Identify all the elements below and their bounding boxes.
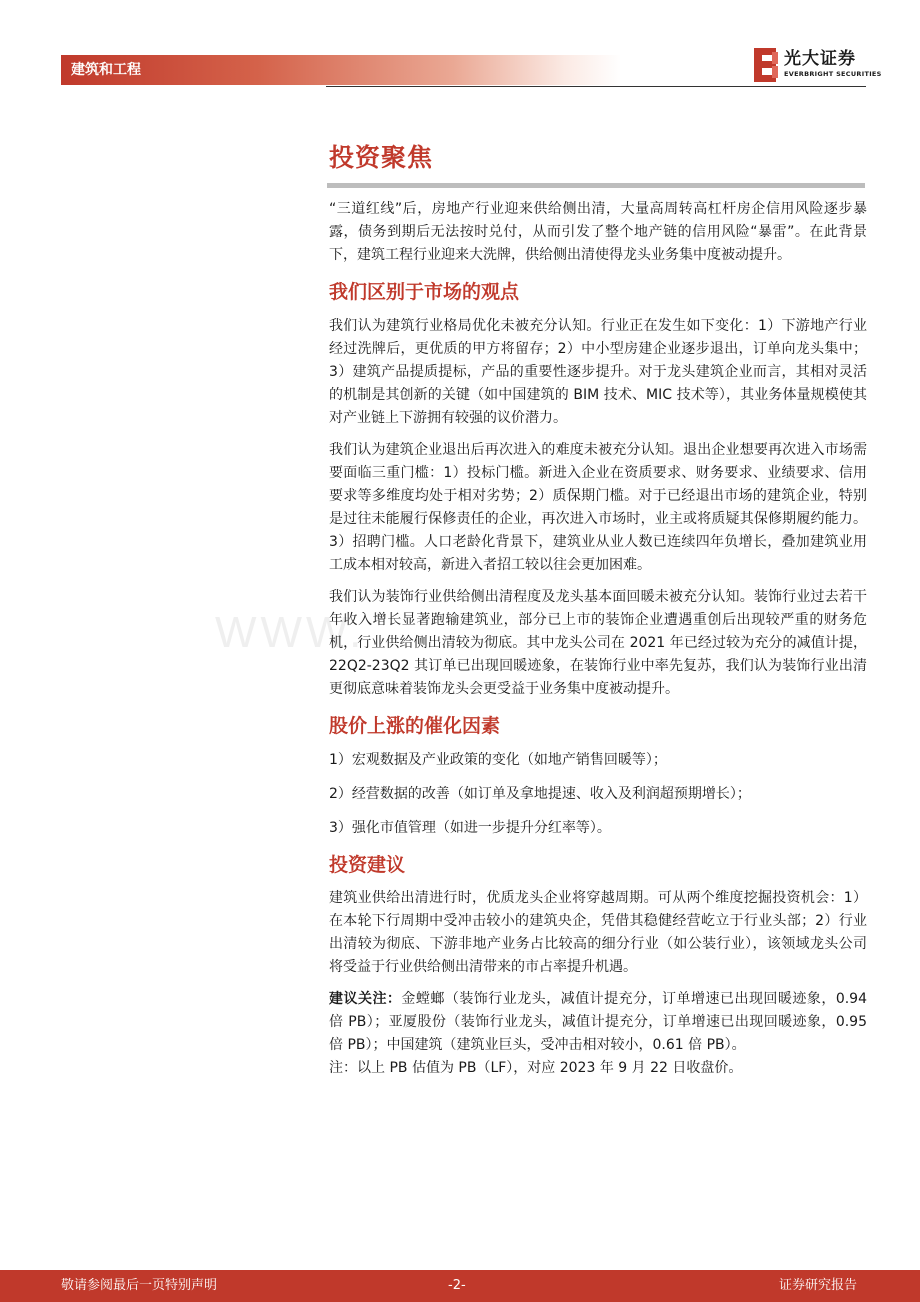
footer-page-number: -2- [448,1278,466,1293]
recommendation-label: 建议关注： [329,991,402,1007]
logo-icon [752,48,782,82]
main-content [329,140,867,1080]
watermark: WWW. [215,608,366,657]
catalyst-item-3: 3）强化市值管理（如进一步提升分红率等）。 [329,820,611,836]
footer-bar [0,1270,920,1302]
advice-paragraph: 建筑业供给出清进行时，优质龙头企业将穿越周期。可从两个维度挖掘投资机会：1）在本轮下行周期中受冲击较小的建筑央企，凭借其稳健经营屹立于行业头部；2）行业出清较为彻底、下游非地产业务占比较高的细分行业（如公装行业），该领域龙头公司将受益于行业供给侧出清带来的市占率提升机遇。 [329,890,867,975]
catalyst-item-1: 1）宏观数据及产业政策的变化（如地产销售回暖等）； [329,752,667,768]
catalyst-item-2: 2）经营数据的改善（如订单及拿地提速、收入及利润超预期增长）； [329,786,751,802]
intro-paragraph: “三道红线”后，房地产行业迎来供给侧出清，大量高周转高杠杆房企信用风险逐步暴露，债务到期后无法按时兑付，从而引发了整个地产链的信用风险“暴雷”。在此背景下，建筑工程行业迎来大洗牌，供给侧出清使得龙头业务集中度被动提升。 [329,201,867,263]
recommendation-text: 金螳螂（装饰行业龙头，减值计提充分，订单增速已出现回暖迹象，0.94 倍 PB）；亚厦股份（装饰行业龙头，减值计提充分，订单增速已出现回暖迹象，0.95 倍 PB）；中国建筑（建筑业巨头，受冲击相对较小，0.61 倍 PB）。 [329,991,868,1053]
valuation-note: 注：以上 PB 估值为 PB（LF），对应 2023 年 9 月 22 日收盘价。 [329,1060,743,1076]
recommendation-paragraph [329,988,867,1057]
section-title-catalysts: 股价上涨的催化因素 [329,715,501,737]
footer-disclaimer: 敬请参阅最后一页特别声明 [61,1278,218,1293]
footer-report-type: 证券研究报告 [778,1278,857,1293]
section-title-advice: 投资建议 [329,854,406,876]
header-rule [326,86,866,87]
view-paragraph-2: 我们认为建筑企业退出后再次进入的难度未被充分认知。退出企业想要再次进入市场需要面临三重门槛：1）投标门槛。新进入企业在资质要求、财务要求、业绩要求、信用要求等多维度均处于相对劣势；2）质保期门槛。对于已经退出市场的建筑企业，特别是过往未能履行保修责任的企业，再次进入市场时，业主或将质疑其保修期履约能力。3）招聘门槛。人口老龄化背景下，建筑业从业人数已连续四年负增长，叠加建筑业用工成本相对较高，新进入者招工较以往会更加困难。 [329,442,867,573]
view-paragraph-1: 我们认为建筑行业格局优化未被充分认知。行业正在发生如下变化：1）下游地产行业经过洗牌后，更优质的甲方将留存；2）中小型房建企业逐步退出，订单向龙头集中；3）建筑产品提质提标，产品的重要性逐步提升。对于龙头建筑企业而言，其相对灵活的机制是其创新的关键（如中国建筑的 BIM 技术、MIC 技术等），其业务体量规模使其对产业链上下游拥有较强的议价潜力。 [329,318,867,426]
title-rule [327,183,865,188]
header-band [61,55,621,85]
section-title-view: 我们区别于市场的观点 [329,281,520,303]
page-title: 投资聚焦 [329,143,434,172]
view-paragraph-3: 我们认为装饰行业供给侧出清程度及龙头基本面回暖未被充分认知。装饰行业过去若干年收入增长显著跑输建筑业，部分已上市的装饰企业遭遇重创后出现较严重的财务危机，行业供给侧出清较为彻底。其中龙头公司在 2021 年已经过较为充分的减值计提，22Q2-23Q2 其订单已出现回暖迹象，在装饰行业中率先复苏，我们认为装饰行业出清更彻底意味着装饰龙头会更受益于业务集中度被动提升。 [329,589,867,697]
logo-text-cn: 光大证券 [784,49,856,69]
logo-text-en: EVERBRIGHT SECURITIES [784,70,882,78]
header-section-title: 建筑和工程 [71,62,141,78]
